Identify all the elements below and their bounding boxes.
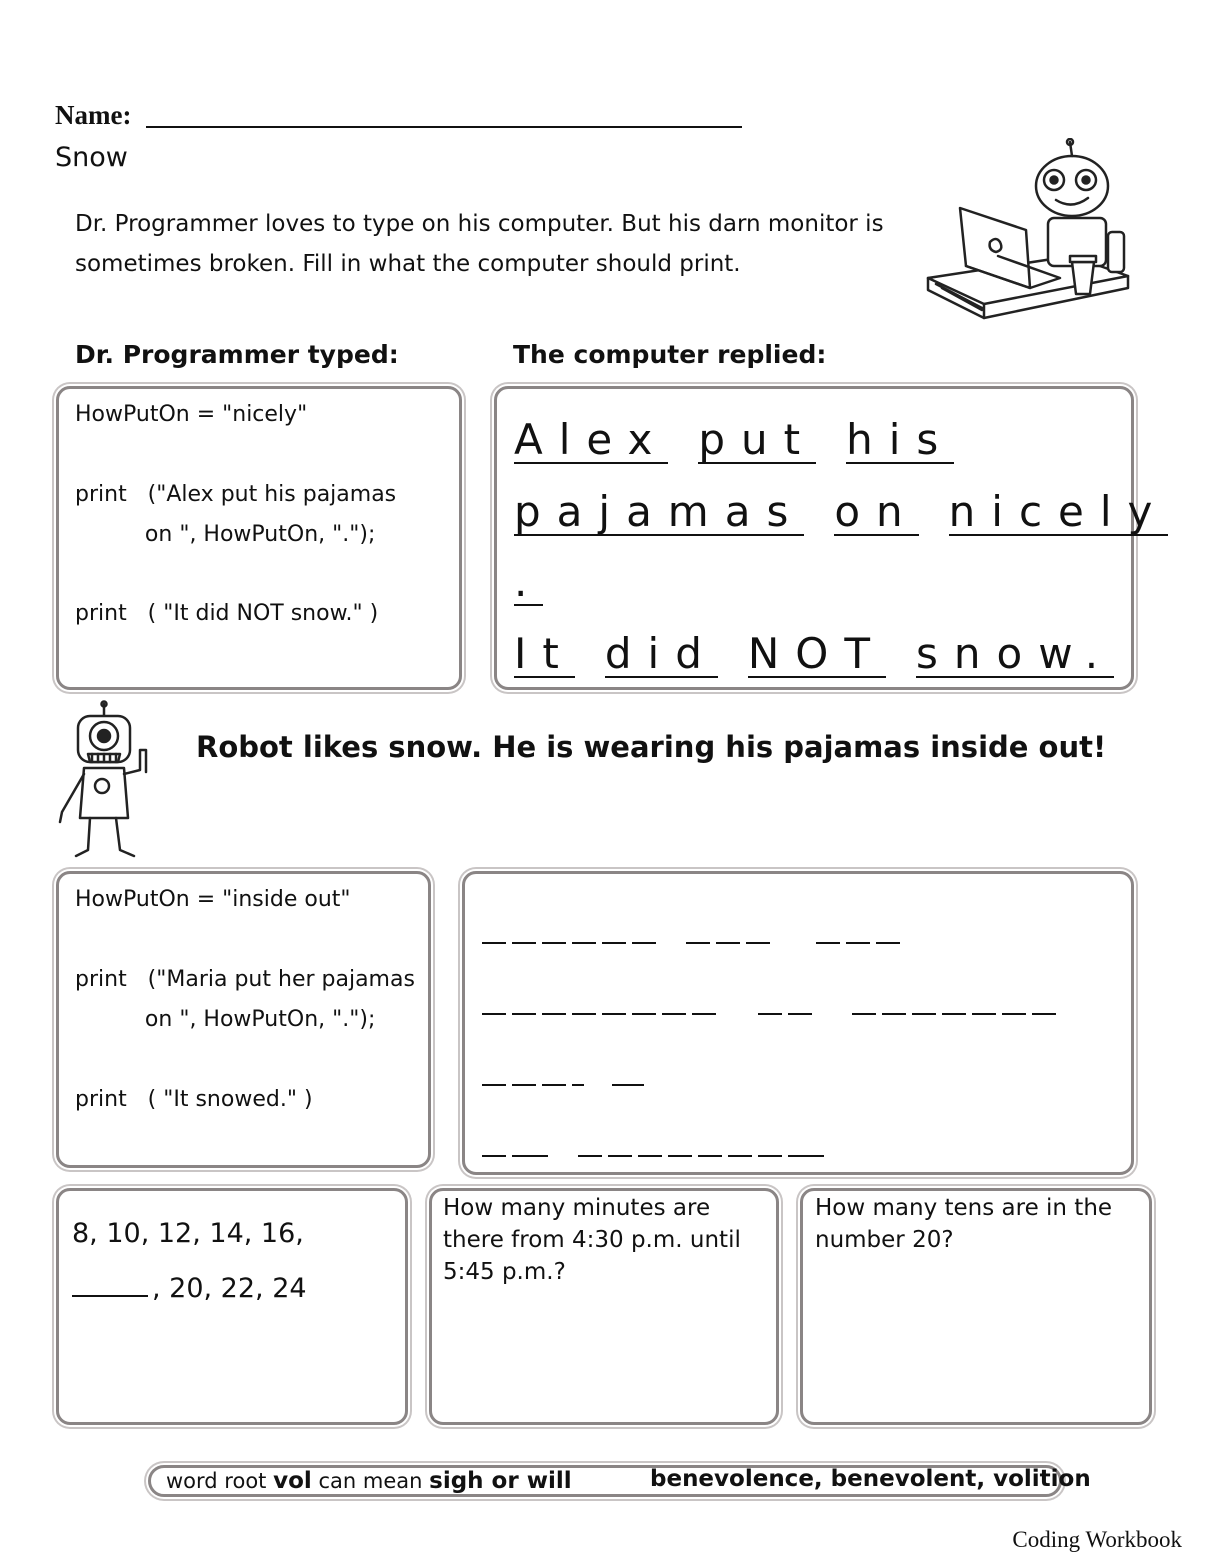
answer-word: pajamas bbox=[514, 487, 805, 536]
one-eyed-robot-thumbs-up-icon bbox=[54, 700, 154, 860]
answer-blank-row[interactable] bbox=[482, 1013, 1072, 1016]
code-line: print ("Maria put her pajamas bbox=[75, 967, 415, 992]
minutes-question: How many minutes are there from 4:30 p.m. until 5:45 p.m.? bbox=[443, 1195, 741, 1285]
answer-blank-row[interactable] bbox=[482, 1155, 832, 1158]
answer-word: did bbox=[604, 629, 718, 678]
word-root-examples: benevolence, benevolent, volition bbox=[650, 1466, 1091, 1492]
code-line: HowPutOn = "nicely" bbox=[75, 402, 308, 427]
answer-line bbox=[514, 629, 1115, 678]
tens-question: How many tens are in the number 20? bbox=[815, 1195, 1113, 1253]
word-root-prefix: word root bbox=[166, 1469, 267, 1493]
sequence-blank[interactable] bbox=[72, 1295, 148, 1297]
sequence-line-2 bbox=[72, 1273, 307, 1304]
answer-word: Alex bbox=[514, 415, 669, 464]
word-root-meaning: sigh or will bbox=[429, 1468, 572, 1494]
robot-prompt: Robot likes snow. He is wearing his pajamas inside out! bbox=[196, 730, 1107, 764]
code-line: on ", HowPutOn, "."); bbox=[75, 1007, 376, 1032]
name-line[interactable] bbox=[146, 126, 742, 128]
word-root-middle: can mean bbox=[318, 1469, 423, 1493]
replied-label: The computer replied: bbox=[513, 340, 827, 369]
code-line: print ( "It did NOT snow." ) bbox=[75, 601, 379, 626]
answer-word: NOT bbox=[747, 629, 886, 678]
answer-word: . bbox=[514, 557, 544, 606]
answer-word: on bbox=[834, 487, 919, 536]
answer-word: snow. bbox=[916, 629, 1115, 678]
answer-line bbox=[514, 487, 1169, 536]
answer-word: nicely bbox=[948, 487, 1169, 536]
name-label: Name: bbox=[55, 100, 132, 130]
footer: Coding Workbook bbox=[1012, 1527, 1182, 1552]
page-title: Snow bbox=[55, 142, 128, 173]
code-line: print ( "It snowed." ) bbox=[75, 1087, 313, 1112]
answer-line bbox=[514, 415, 955, 464]
answer-word: put bbox=[698, 415, 817, 464]
instructions: Dr. Programmer loves to type on his computer. But his darn monitor is sometimes broken. Fill in what the computer should print. bbox=[75, 211, 884, 277]
answer-blank-row[interactable] bbox=[482, 1084, 662, 1087]
sequence-rest: , 20, 22, 24 bbox=[152, 1273, 307, 1304]
robot-at-laptop-icon bbox=[922, 138, 1132, 334]
answer-line bbox=[514, 557, 544, 606]
code-line: on ", HowPutOn, "."); bbox=[75, 522, 376, 547]
word-root: vol bbox=[273, 1468, 312, 1494]
word-root-definition bbox=[166, 1468, 572, 1494]
answer-blank-row[interactable] bbox=[482, 942, 922, 945]
answer-word: It bbox=[514, 629, 575, 678]
sequence-line-1: 8, 10, 12, 14, 16, bbox=[72, 1218, 304, 1249]
answer-word: his bbox=[846, 415, 955, 464]
exercise-answer-box[interactable] bbox=[462, 871, 1134, 1175]
code-line: print ("Alex put his pajamas bbox=[75, 482, 397, 507]
code-line: HowPutOn = "inside out" bbox=[75, 887, 351, 912]
typed-label: Dr. Programmer typed: bbox=[75, 340, 399, 369]
